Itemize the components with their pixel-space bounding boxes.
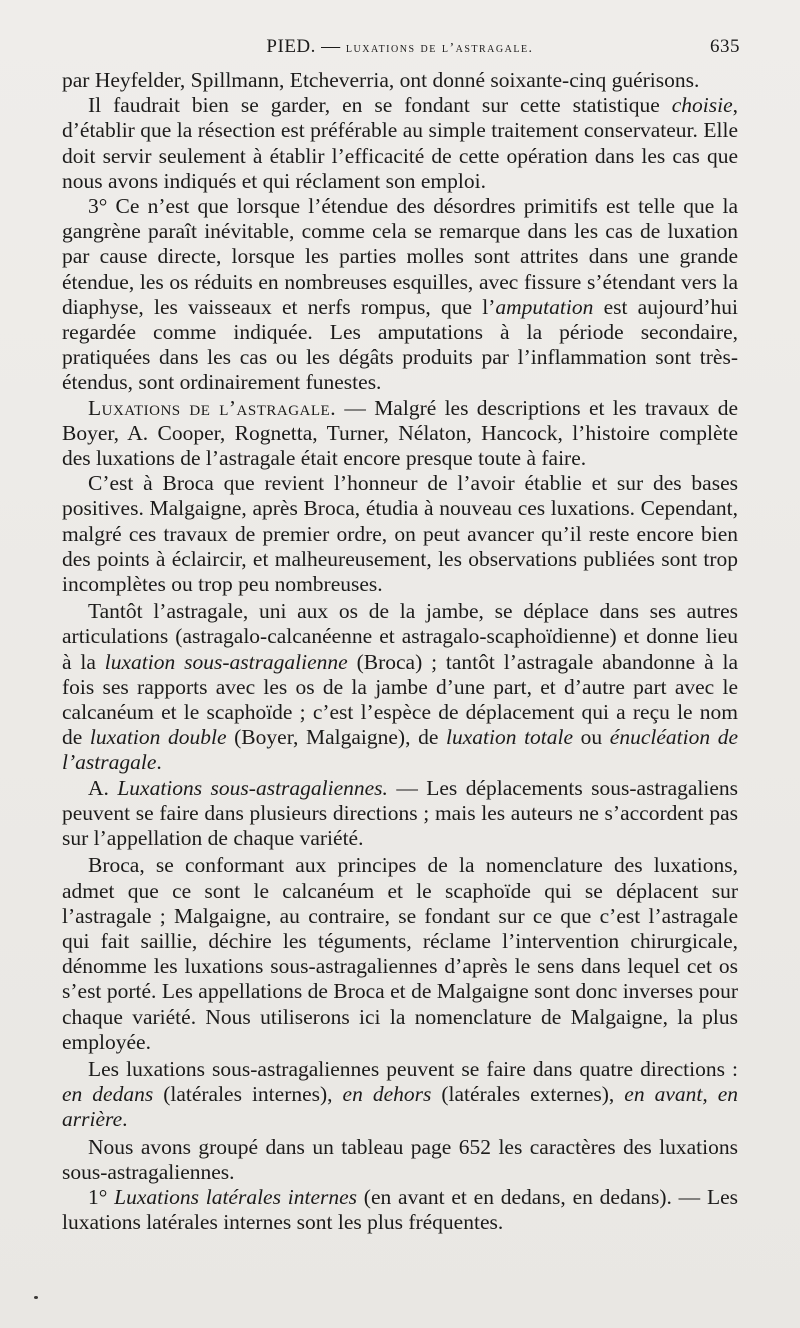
italic-phrase: luxation totale [446, 725, 574, 750]
ink-speck [34, 1296, 38, 1299]
text-run: , d’établir que la résection est préférable au simple traitement conservateur. Elle doit servir seulement à établir l’efficacité de cette opération dans les cas que nous avons indiqués et qui réclament son emploi. [62, 93, 738, 193]
paragraph-p4 [62, 396, 738, 472]
italic-phrase: énucléation de l’astragale [62, 725, 739, 775]
text-run: par Heyfelder, Spillmann, Etcheverria, ont donné soixante-cinq guérisons. [62, 68, 700, 92]
text-run: est aujourd’hui regardée comme indiquée. Les amputations à la période secondaire, pratiquées dans les cas ou les dégâts produits par l’inflammation sont très-étendus, sont ordinairement funestes. [62, 294, 738, 395]
paragraph-p2 [62, 93, 738, 194]
text-run: Il faudrait bien se garder, en se fondant sur cette statistique [88, 93, 672, 118]
italic-phrase: Luxations latérales internes [114, 1184, 358, 1209]
text-run: — Malgré les descriptions et les travaux de Boyer, A. Cooper, Rognetta, Turner, Nélaton, Hancock, l’histoire complète des luxations de l’astragale était encore presque toute à faire. [62, 395, 738, 471]
text-run: (Boyer, Malgaigne), de [226, 725, 446, 750]
text-run: 3° Ce n’est que lorsque l’étendue des désordres primitifs est telle que la gangrène paraît inévitable, comme cela se remarque dans les cas de luxation par cause directe, lorsque les parties molles sont attrites dans une grande étendue, les os réduits en nombreuses esquilles, avec fissure s’étendant vers la diaphyse, les vaisseaux et nerfs rompus, que l’ [62, 194, 738, 319]
text-run: Tantôt l’astragale, uni aux os de la jambe, se déplace dans ses autres articulations (astragalo-calcanéenne et astragalo-scaphoïdienne) et donne lieu à la [62, 599, 738, 674]
text-run: (en avant et en dedans, en dedans). — Les luxations latérales internes sont les plus fréquentes. [62, 1184, 738, 1235]
text-run: Broca, se conformant aux principes de la nomenclature des luxations, admet que ce sont le calcanéum et le scaphoïde qui se déplacent sur l’astragale ; Malgaigne, au contraire, se fondant sur ce que c’est l’astragale qui fait saillie, déchire les téguments, réclame l’intervention chirurgicale, dénomme les luxations sous-astragaliennes d’après le sens dans lequel cet os s’est porté. Les appellations de Broca et de Malgaigne sont donc inverses pour chaque variété. Nous utiliserons ici la nomenclature de Malgaigne, la plus employée. [62, 853, 738, 1054]
paragraph-p5 [62, 471, 738, 597]
italic-phrase: luxation double [89, 725, 227, 750]
text-run: — Les déplacements sous-astragaliens peuvent se faire dans plusieurs directions ; mais les auteurs ne s’accordent pas sur l’appellation de chaque variété. [62, 775, 739, 851]
text-run: 1° [88, 1184, 115, 1209]
italic-phrase: en dehors [342, 1082, 432, 1107]
running-title [60, 36, 740, 58]
running-title-section: luxations de l’astragale. [345, 41, 534, 56]
paragraph-p3 [62, 194, 738, 396]
paragraph-p7 [62, 776, 738, 852]
text-run: Les luxations sous-astragaliennes peuvent se faire dans quatre directions : [88, 1056, 738, 1081]
text-run: ou [573, 725, 610, 750]
italic-phrase: choisie [671, 93, 733, 118]
paragraph-p8 [62, 853, 738, 1055]
text-run: C’est à Broca que revient l’honneur de l’avoir établie et sur des bases positives. Malgaigne, après Broca, étudia à nouveau ces luxations. Cependant, malgré ces travaux de premier ordre, on peut avancer qu’il reste encore bien des points à éclaircir, et malheureusement, les observations publiées sont trop incomplètes ou trop peu nombreuses. [62, 471, 738, 597]
paragraph-p6 [62, 599, 738, 775]
text-run: (latérales internes), [153, 1082, 343, 1107]
paragraph-p11 [62, 1185, 738, 1235]
italic-phrase: amputation [495, 294, 594, 319]
paragraph-p10 [62, 1135, 738, 1185]
running-header [60, 36, 740, 60]
italic-phrase: Luxations sous-astragaliennes. [117, 775, 388, 800]
text-run: (latérales externes), [431, 1082, 625, 1107]
text-run: Nous avons groupé dans un tableau page 652 les caractères des luxations sous-astragaliennes. [62, 1134, 738, 1184]
italic-phrase: en dedans [62, 1082, 154, 1107]
small-caps-heading: Luxations de l’astragale. [88, 395, 337, 420]
running-title-main: PIED. — [266, 36, 346, 57]
text-run: . [156, 750, 162, 775]
body-text [62, 68, 738, 1235]
italic-phrase: en avant, en arrière [62, 1082, 738, 1132]
text-run: A. [88, 775, 118, 800]
text-run: (Broca) ; tantôt l’astragale abandonne à la fois ses rapports avec les os de la jambe d’une part, et d’autre part avec le calcanéum et le scaphoïde ; c’est l’espèce de déplacement qui a reçu le nom de [62, 649, 738, 750]
paragraph-p9 [62, 1057, 738, 1133]
text-run: . [122, 1107, 128, 1132]
page-number: 635 [710, 36, 740, 57]
italic-phrase: luxation sous-astragalienne [104, 649, 348, 674]
paragraph-p1 [62, 68, 738, 93]
